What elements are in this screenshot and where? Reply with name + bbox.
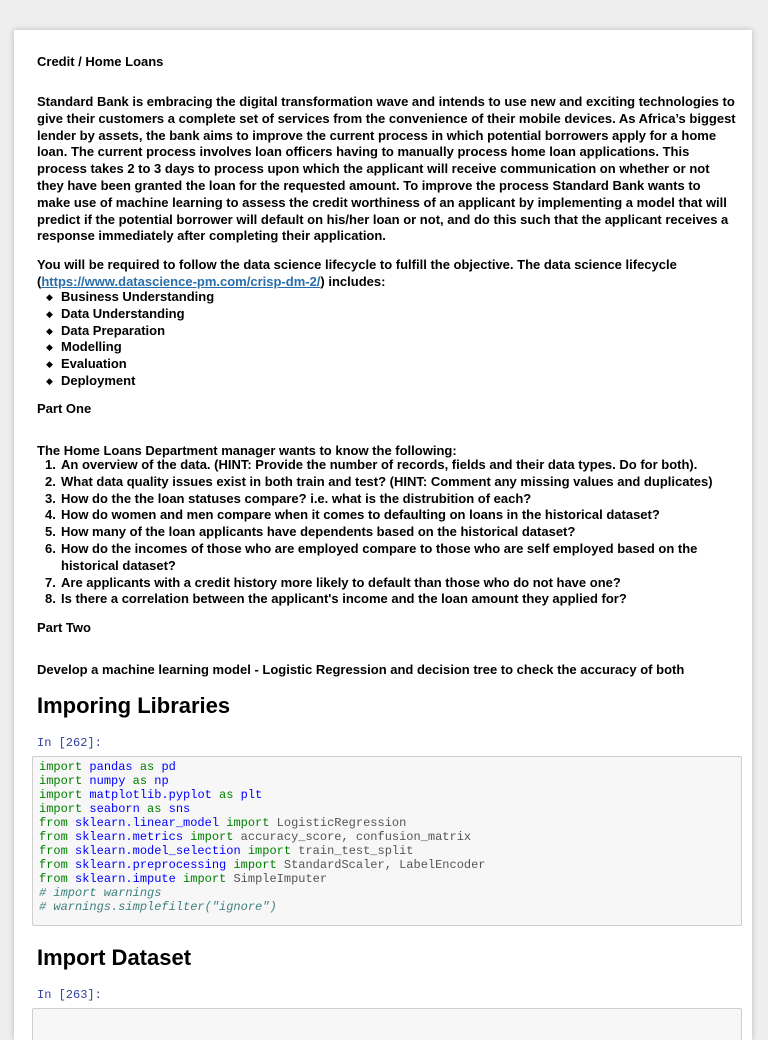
- list-item: 8. Is there a correlation between the applicant's income and the loan amount they applied for?: [45, 591, 627, 607]
- crisp-dm-link[interactable]: https://www.datascience-pm.com/crisp-dm-2/: [41, 273, 321, 289]
- cell-prompt: In [263]:: [37, 988, 102, 1002]
- bullet-icon: ◆: [46, 292, 53, 302]
- bullet-icon: ◆: [46, 308, 53, 319]
- code-line: import seaborn as sns: [39, 802, 191, 816]
- code-line: import matplotlib.pyplot as plt: [39, 788, 263, 802]
- lifecycle-text-before: You will be required to follow the data science lifecycle to fulfill the objective. The data science lifecycle (: [37, 257, 677, 289]
- list-item: ◆ Deployment: [46, 372, 136, 388]
- questions-list: [37, 457, 717, 608]
- code-line: import pandas as pd: [39, 760, 176, 774]
- code-line: from sklearn.impute import SimpleImputer: [39, 872, 328, 886]
- manager-question-intro: The Home Loans Department manager wants to know the following:: [37, 443, 457, 458]
- intro-paragraph: Standard Bank is embracing the digital transformation wave and intends to use new and exciting technologies to give their customers a complete set of services from the convenience of their mobile devices. As Africa’s biggest lender by assets, the bank aims to improve the current process in which potential borrowers apply for a home loan. The current process involves loan officers having to manually process home loan applications. This process takes 2 to 3 days to process upon which the applicant will receive communication on whether or not they have been granted the loan for the requested amount. To improve the process Standard Bank wants to make use of machine learning to assess the credit worthiness of an applicant by implementing a model that will predict if the potential borrower will default on his/her loan or not, and do this such that the applicant receives a response immediately after completing their application.: [37, 94, 736, 244]
- code-cell-dataset[interactable]: [32, 1008, 742, 1040]
- lifecycle-text-after: ) includes:: [320, 273, 386, 289]
- notebook-page: [14, 30, 752, 1040]
- list-item: 5. How many of the loan applicants have dependents based on the historical dataset?: [45, 524, 576, 540]
- code-cell-imports[interactable]: [32, 756, 742, 926]
- list-item: ◆ Evaluation: [46, 356, 127, 372]
- code-comment: # warnings.simplefilter("ignore"): [39, 900, 277, 914]
- list-item: ◆ Modelling: [46, 339, 122, 355]
- code-line: from sklearn.metrics import accuracy_score, confusion_matrix: [39, 830, 472, 844]
- part-two-heading: Part Two: [37, 620, 91, 635]
- code-comment: # import warnings: [39, 886, 162, 900]
- dataset-heading: Import Dataset: [37, 945, 192, 970]
- list-item: 1. An overview of the data. (HINT: Provide the number of records, fields and their data types. Do for both).: [45, 457, 698, 472]
- list-item: ◆ Business Understanding: [46, 289, 215, 304]
- list-item: 7. Are applicants with a credit history more likely to default than those who do not have one?: [45, 574, 621, 590]
- code-line: import numpy as np: [39, 774, 169, 788]
- bullet-icon: ◆: [46, 342, 53, 353]
- bullet-icon: ◆: [46, 375, 53, 386]
- bullet-icon: ◆: [46, 359, 53, 370]
- notebook-title: Credit / Home Loans: [37, 54, 164, 69]
- part-one-heading: Part One: [37, 401, 92, 416]
- code-line: from sklearn.linear_model import LogisticRegression: [39, 816, 407, 830]
- lifecycle-paragraph: [37, 257, 737, 291]
- list-item: ◆ Data Preparation: [46, 322, 166, 338]
- cell-prompt: In [262]:: [37, 736, 102, 750]
- list-item: 6. How do the incomes of those who are employed compare to those who are self employed based on the historical dataset?: [45, 540, 698, 573]
- list-item: 3. How do the the loan statuses compare? i.e. what is the distrubition of each?: [45, 490, 532, 506]
- list-item: 2. What data quality issues exist in both train and test? (HINT: Comment any missing values and duplicates): [45, 473, 713, 489]
- list-item: ◆ Data Understanding: [46, 305, 185, 321]
- lifecycle-steps-list: [37, 289, 214, 390]
- libraries-heading: Imporing Libraries: [37, 693, 231, 718]
- list-item: 4. How do women and men compare when it comes to defaulting on loans in the historical dataset?: [45, 507, 660, 523]
- code-line: from sklearn.preprocessing import StandardScaler, LabelEncoder: [39, 858, 486, 872]
- code-line: from sklearn.model_selection import train_test_split: [39, 844, 414, 858]
- develop-paragraph: Develop a machine learning model - Logistic Regression and decision tree to check the accuracy of both: [37, 662, 685, 677]
- bullet-icon: ◆: [46, 325, 53, 336]
